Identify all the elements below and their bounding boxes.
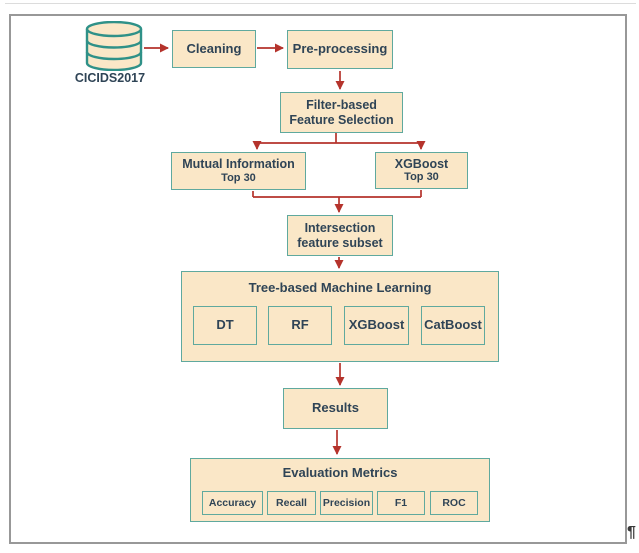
node-rf (268, 306, 332, 345)
mutual-line1: Mutual Information (182, 157, 295, 172)
filter-line2: Feature Selection (289, 112, 394, 127)
accuracy-label: Accuracy (208, 496, 257, 509)
rf-label: RF (291, 317, 309, 333)
node-preprocessing (287, 30, 393, 69)
node-precision (320, 491, 373, 515)
node-dt (193, 306, 257, 345)
results-label: Results (312, 400, 359, 416)
xgboost-model-label: XGBoost (348, 317, 405, 333)
node-intersection-subset (287, 215, 393, 256)
recall-label: Recall (276, 496, 307, 509)
node-xgboost-model (344, 306, 409, 345)
node-filter-feature-selection (280, 92, 403, 133)
node-roc (430, 491, 478, 515)
f1-label: F1 (394, 496, 408, 509)
node-cleaning (172, 30, 256, 68)
intersection-line1: Intersection (304, 221, 376, 236)
document-top-rule (5, 3, 636, 4)
dt-label: DT (216, 317, 234, 333)
mutual-line2: Top 30 (221, 171, 256, 184)
xgb-line1: XGBoost (394, 156, 449, 171)
node-mutual-information (171, 152, 306, 190)
database-icon (84, 21, 144, 71)
catboost-label: CatBoost (424, 317, 482, 333)
xgb-line2: Top 30 (404, 171, 439, 184)
filter-line1: Filter-based (306, 98, 377, 113)
node-f1 (377, 491, 425, 515)
roc-label: ROC (442, 496, 466, 509)
precision-label: Precision (322, 496, 371, 509)
tree-ml-title: Tree-based Machine Learning (248, 280, 432, 295)
node-recall (267, 491, 316, 515)
evaluation-title: Evaluation Metrics (282, 465, 398, 480)
node-results (283, 388, 388, 429)
intersection-line2: feature subset (297, 235, 383, 250)
paragraph-mark: ¶ (627, 524, 636, 541)
node-accuracy (202, 491, 263, 515)
node-preprocessing-label: Pre-processing (292, 41, 388, 57)
node-catboost (421, 306, 485, 345)
node-xgboost-top30 (375, 152, 468, 189)
node-cleaning-label: Cleaning (186, 40, 242, 56)
database-label: CICIDS2017 (74, 71, 146, 85)
